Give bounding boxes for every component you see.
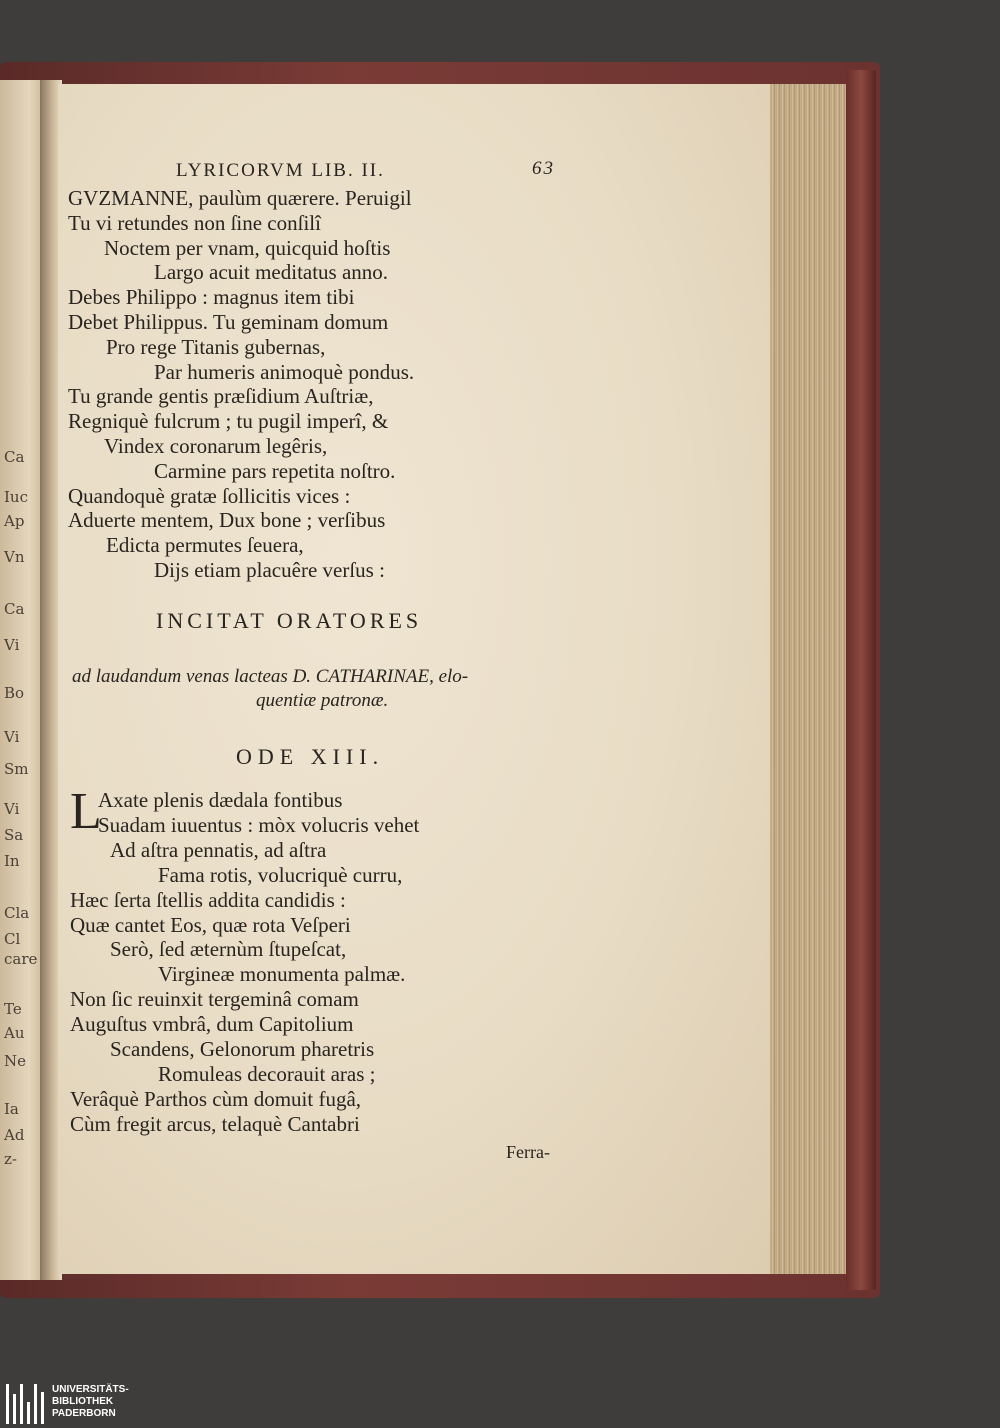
left-page-text: Cl (4, 930, 21, 948)
library-name-line3: PADERBORN (52, 1408, 116, 1419)
library-name-line1: UNIVERSITÄTS- (52, 1384, 129, 1395)
verse-line: Hæc ſerta ſtellis addita candidis : (70, 887, 346, 912)
verse-line: Virgineæ monumenta palmæ. (158, 962, 406, 987)
library-name (52, 1384, 129, 1420)
verse-line: Vindex coronarum legêris, (104, 434, 328, 458)
verse-line: Tu vi retundes non ſine conſilî (68, 210, 321, 235)
verse-line: Largo acuit meditatus anno. (154, 260, 389, 285)
verse-line: Debet Philippus. Tu geminam domum (68, 310, 389, 334)
book-cover-edge (846, 70, 876, 1290)
left-page-text: Vi (4, 636, 20, 654)
verse-line: Tu grande gentis præſidium Auſtriæ, (68, 384, 374, 409)
verse-line: Quæ cantet Eos, quæ rota Veſperi (70, 912, 351, 937)
verse-line: Suadam iuuentus : mòx volucris vehet (98, 812, 420, 837)
verse-line: Carmine pars repetita noſtro. (154, 458, 396, 483)
section-title: INCITAT ORATORES (156, 608, 423, 633)
left-page-text: Cla (4, 904, 30, 922)
verse-line: Verâquè Parthos cùm domuit fugâ, (70, 1086, 362, 1111)
left-page-text: Vn (4, 548, 25, 566)
verse-line: Fama rotis, volucriquè curru, (158, 862, 403, 887)
verse-line: Noctem per vnam, quicquid hoſtis (104, 235, 391, 260)
ode-heading: ODE XIII. (236, 744, 385, 769)
verse-line: Serò, ſed æternùm ſtupeſcat, (110, 937, 347, 962)
left-page-text: Iuc (4, 488, 28, 506)
left-page-text: Ca (4, 448, 25, 466)
left-page-text: Bo (4, 684, 25, 702)
left-page-text: Sa (4, 826, 24, 844)
left-page-text: Ad (4, 1126, 25, 1144)
verse-line: GVZMANNE, paulùm quærere. Peruigil (68, 186, 412, 210)
left-page-text: Vi (4, 800, 20, 818)
verse-line: Edicta permutes ſeuera, (106, 533, 304, 558)
left-page-text: z- (4, 1150, 17, 1168)
verse-line: Dijs etiam placuêre verſus : (154, 558, 385, 582)
left-page-text: Ia (4, 1100, 19, 1118)
catchword: Ferra- (506, 1142, 550, 1162)
verse-line: Pro rege Titanis gubernas, (106, 334, 326, 359)
section-subtitle-line2: quentiæ patronæ. (256, 690, 389, 711)
verse-line: Auguſtus vmbrâ, dum Capitolium (70, 1012, 354, 1037)
verse-line: Aduerte mentem, Dux bone ; verſibus (68, 508, 386, 533)
left-page-text: In (4, 852, 20, 870)
left-page-text: Ap (4, 512, 25, 530)
left-page-text: Te (4, 1000, 22, 1018)
left-page-text: Ne (4, 1052, 27, 1070)
verse-line: Scandens, Gelonorum pharetris (110, 1037, 375, 1061)
verse-line: Par humeris animoquè pondus. (154, 359, 415, 384)
verse-line: Axate plenis dædala fontibus (98, 788, 343, 812)
verse-line: Ad aſtra pennatis, ad aſtra (110, 837, 327, 862)
left-page-text: care (4, 950, 38, 968)
verse-line: Regniquè fulcrum ; tu pugil imperî, & (68, 409, 389, 434)
verse-line: Cùm fregit arcus, telaquè Cantabri (70, 1111, 360, 1136)
left-page-text: Sm (4, 760, 29, 778)
page-number: 63 (532, 158, 555, 179)
verse-line: Quandoquè gratæ ſollicitis vices : (68, 483, 351, 508)
drop-cap: L (70, 783, 102, 840)
verse-line: Non ſic reuinxit tergeminâ comam (70, 987, 359, 1012)
library-logo-icon (6, 1384, 48, 1424)
library-footer (0, 1378, 1000, 1428)
left-page-text: Ca (4, 600, 25, 618)
left-page-text: Vi (4, 728, 20, 746)
left-page-text: Au (4, 1024, 25, 1042)
section-subtitle-line1: ad laudandum venas lacteas D. CATHARINAE, elo- (72, 666, 469, 687)
page-block-edges (766, 84, 846, 1274)
verse-line: Debes Philippo : magnus item tibi (68, 285, 355, 310)
verse-line: Romuleas decorauit aras ; (158, 1061, 376, 1086)
running-title: LYRICORVM LIB. II. (176, 160, 385, 181)
library-name-line2: BIBLIOTHEK (52, 1396, 114, 1407)
